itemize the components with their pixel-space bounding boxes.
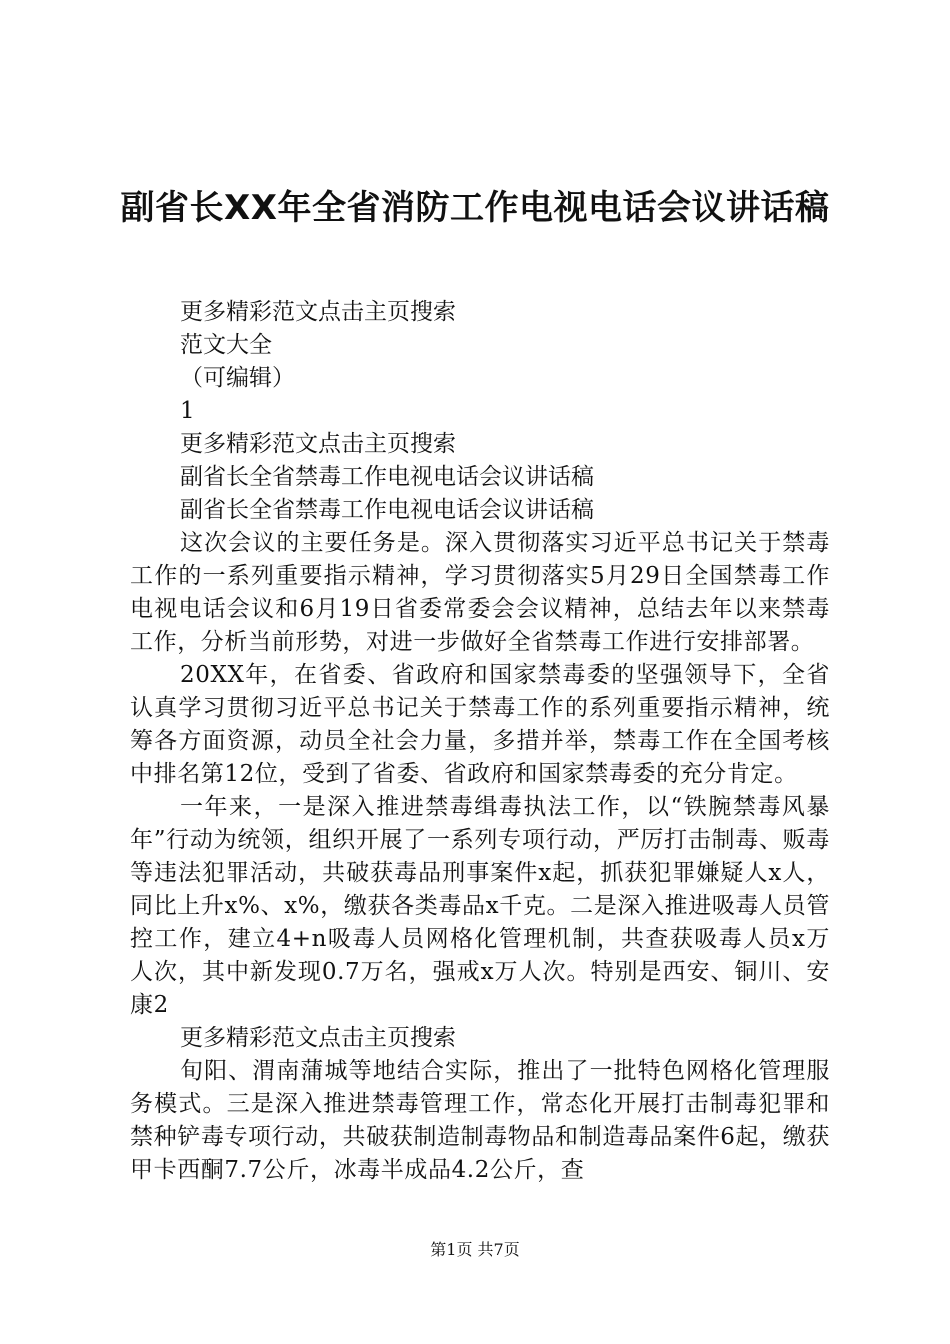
- subtitle-line: 副省长全省禁毒工作电视电话会议讲话稿: [180, 464, 594, 490]
- promo-line: 更多精彩范文点击主页搜索: [180, 299, 456, 325]
- body-paragraph: 这次会议的主要任务是。深入贯彻落实习近平总书记关于禁毒工作的一系列重要指示精神，学习贯彻落实5月29日全国禁毒工作电视电话会议和6月19日省委常委会会议精神，总结去年以来禁毒工作，分析当前形势，对进一步做好全省禁毒工作进行安排部署。: [130, 530, 830, 655]
- body-paragraph: 一年来，一是深入推进禁毒缉毒执法工作，以“铁腕禁毒风暴年”行动为统领，组织开展了一系列专项行动，严厉打击制毒、贩毒等违法犯罪活动，共破获毒品刑事案件x起，抓获犯罪嫌疑人x人，同比上升x%、x%，缴获各类毒品x千克。二是深入推进吸毒人员管控工作，建立4+n吸毒人员网格化管理机制，共查获吸毒人员x万人次，其中新发现0.7万名，强戒x万人次。特别是西安、铜川、安康2: [130, 794, 830, 1018]
- editable-note: （可编辑）: [180, 365, 295, 391]
- page-number-footer: 第1页 共7页: [430, 1240, 520, 1259]
- body-paragraph: 旬阳、渭南蒲城等地结合实际，推出了一批特色网格化管理服务模式。三是深入推进禁毒管理工作，常态化开展打击制毒犯罪和禁种铲毒专项行动，共破获制造制毒物品和制造毒品案件6起，缴获甲卡西酮7.7公斤，冰毒半成品4.2公斤，查: [130, 1058, 830, 1183]
- promo-line: 更多精彩范文点击主页搜索: [180, 1025, 456, 1051]
- subtitle-line: 副省长全省禁毒工作电视电话会议讲话稿: [180, 497, 594, 523]
- document-body: [130, 296, 830, 1187]
- number-line: 1: [180, 398, 195, 424]
- category-line: 范文大全: [180, 332, 272, 358]
- document-title: 副省长XX年全省消防工作电视电话会议讲话稿: [120, 188, 830, 228]
- promo-line: 更多精彩范文点击主页搜索: [180, 431, 456, 457]
- body-paragraph: 20XX年，在省委、省政府和国家禁毒委的坚强领导下，全省认真学习贯彻习近平总书记关于禁毒工作的系列重要指示精神，统筹各方面资源，动员全社会力量，多措并举，禁毒工作在全国考核中排名第12位，受到了省委、省政府和国家禁毒委的充分肯定。: [130, 662, 830, 787]
